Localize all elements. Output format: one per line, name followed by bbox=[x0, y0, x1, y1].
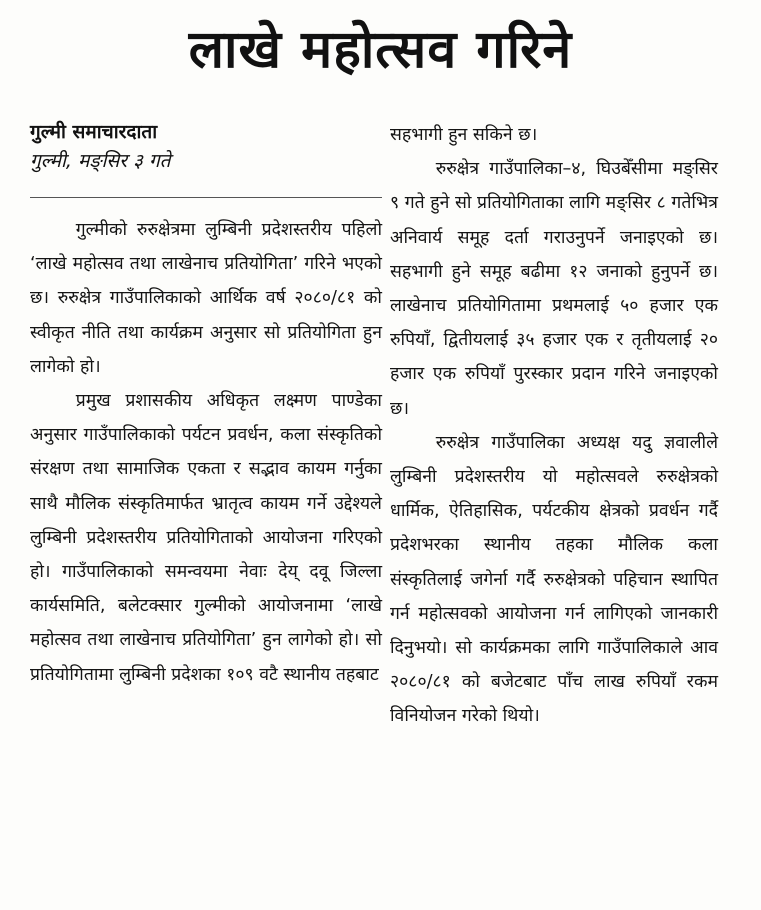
paragraph: गुल्मीको रुरुक्षेत्रमा लुम्बिनी प्रदेशस्तरीय पहिलो ‘लाखे महोत्सव तथा लाखेनाच प्रतियोगिता’ गरिने भएको छ। रुरुक्षेत्र गाउँपालिकाको आर्थिक वर्ष २०८०/८१ को स्वीकृत नीति तथा कार्यक्रम अनुसार सो प्रतियोगिता हुन लागेको हो। bbox=[30, 220, 382, 377]
article-column-right bbox=[390, 118, 718, 734]
headline: लाखे महोत्सव गरिने bbox=[188, 20, 573, 80]
byline-divider bbox=[30, 197, 382, 198]
reporter-credit: गुल्मी समाचारदाता bbox=[30, 121, 158, 143]
paragraph-continuation: सहभागी हुन सकिने छ। bbox=[390, 125, 538, 145]
paragraph: प्रमुख प्रशासकीय अधिकृत लक्ष्मण पाण्डेका अनुसार गाउँपालिकाको पर्यटन प्रवर्धन, कला संस्कृतिको संरक्षण तथा सामाजिक एकता र सद्भाव कायम गर्नुका साथै मौलिक संस्कृतिमार्फत भ्रातृत्व कायम गर्ने उद्देश्यले लुम्बिनी प्रदेशस्तरीय प्रतियोगिताको आयोजना गरिएको हो। गाउँपालिकाको समन्वयमा नेवाः देय् दवू जिल्ला कार्यसमिति, बलेटक्सार गुल्मीको आयोजनामा ‘लाखे महोत्सव तथा लाखेनाच प्रतियोगिता’ हुन लागेको हो। सो प्रतियोगितामा लुम्बिनी प्रदेशका १०९ वटै स्थानीय तहबाट bbox=[30, 391, 382, 685]
dateline: गुल्मी, मङ्सिर ३ गते bbox=[30, 150, 171, 172]
paragraph: रुरुक्षेत्र गाउँपालिका–४, घिउबेँसीमा मङ्सिर ९ गते हुने सो प्रतियोगिताका लागि मङ्सिर ८ गतेभित्र अनिवार्य समूह दर्ता गराउनुपर्ने जनाइएको छ। सहभागी हुने समूह बढीमा १२ जनाको हुनुपर्ने छ। लाखेनाच प्रतियोगितामा प्रथमलाई ५० हजार एक रुपियाँ, द्वितीयलाई ३५ हजार एक र तृतीयलाई २० हजार एक रुपियाँ पुरस्कार प्रदान गरिने जनाइएको छ। bbox=[390, 159, 718, 419]
paragraph: रुरुक्षेत्र गाउँपालिका अध्यक्ष यदु ज्ञवालीले लुम्बिनी प्रदेशस्तरीय यो महोत्सवले रुरुक्षेत्रको धार्मिक, ऐतिहासिक, पर्यटकीय क्षेत्रको प्रवर्धन गर्दै प्रदेशभरका स्थानीय तहका मौलिक कला संस्कृतिलाई जगेर्ना गर्दै रुरुक्षेत्रको पहिचान स्थापित गर्न महोत्सवको आयोजना गर्न लागिएको जानकारी दिनुभयो। सो कार्यक्रमका लागि गाउँपालिकाले आव २०८०/८१ को बजेटबाट पाँच लाख रुपियाँ रकम विनियोजन गरेको थियो। bbox=[390, 432, 718, 727]
article-column-left bbox=[30, 213, 382, 692]
byline bbox=[30, 118, 370, 176]
